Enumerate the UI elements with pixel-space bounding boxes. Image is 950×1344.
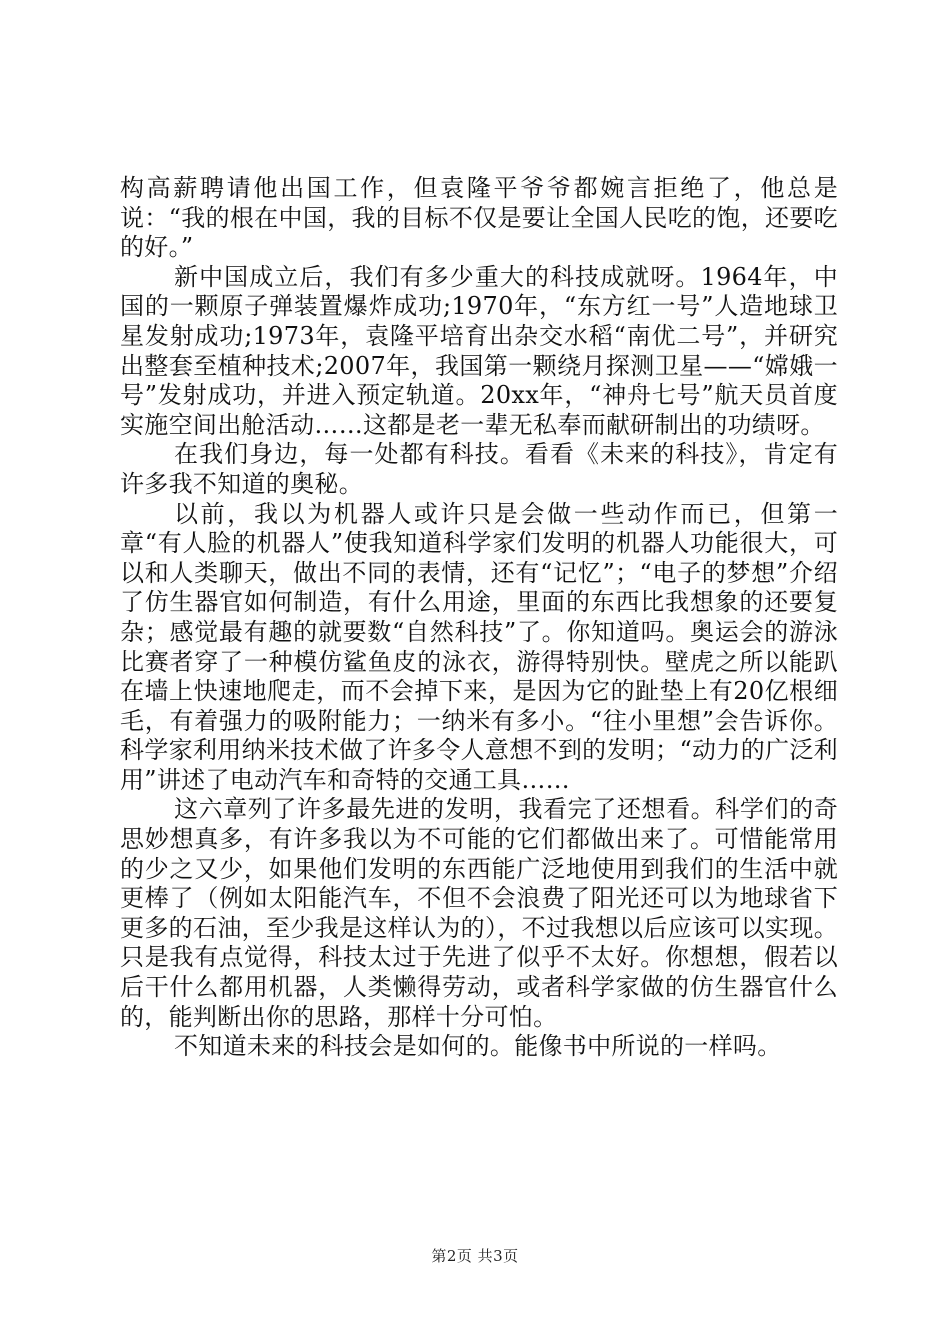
paragraph-book-chapters: 以前，我以为机器人或许只是会做一些动作而已，但第一章“有人脸的机器人”使我知道科学家们发明的机器人功能很大，可以和人类聊天，做出不同的表情，还有“记忆”；“电子的梦想”介绍了仿生器官如何制造，有什么用途，里面的东西比我想象的还要复杂；感觉最有趣的就要数“自然科技”了。你知道吗。奥运会的游泳比赛者穿了一种模仿鲨鱼皮的泳衣，游得特别快。壁虎之所以能趴在墙上快速地爬走，而不会掉下来，是因为它的趾垫上有20亿根细毛，有着强力的吸附能力；一纳米有多小。“往小里想”会告诉你。科学家利用纳米技术做了许多令人意想不到的发明；“动力的广泛利用”讲述了电动汽车和奇特的交通工具…… [120, 499, 838, 794]
document-body [120, 174, 838, 1062]
page-footer: 第2页 共3页 [431, 1247, 519, 1265]
paragraph-book-intro: 在我们身边，每一处都有科技。看看《未来的科技》，肯定有许多我不知道的奥秘。 [120, 440, 838, 498]
paragraph-achievements: 新中国成立后，我们有多少重大的科技成就呀。1964年，中国的一颗原子弹装置爆炸成功;1970年，“东方红一号”人造地球卫星发射成功;1973年，袁隆平培育出杂交水稻“南优二号”，并研究出整套至植种技术;2007年，我国第一颗绕月探测卫星——“嫦娥一号”发射成功，并进入预定轨道。20xx年，“神舟七号”航天员首度实施空间出舱活动……这都是老一辈无私奉而献研制出的功绩呀。 [120, 262, 838, 439]
paragraph-reflection: 这六章列了许多最先进的发明，我看完了还想看。科学们的奇思妙想真多，有许多我以为不可能的它们都做出来了。可惜能常用的少之又少，如果他们发明的东西能广泛地使用到我们的生活中就更棒了（例如太阳能汽车，不但不会浪费了阳光还可以为地球省下更多的石油，至少我是这样认为的），不过我想以后应该可以实现。只是我有点觉得，科技太过于先进了似乎不太好。你想想，假若以后干什么都用机器，人类懒得劳动，或者科学家做的仿生器官什么的，能判断出你的思路，那样十分可怕。 [120, 795, 838, 1031]
paragraph-continued: 构高薪聘请他出国工作，但袁隆平爷爷都婉言拒绝了，他总是说：“我的根在中国，我的目标不仅是要让全国人民吃的饱，还要吃的好。” [120, 174, 838, 262]
paragraph-closing: 不知道未来的科技会是如何的。能像书中所说的一样吗。 [174, 1032, 782, 1061]
